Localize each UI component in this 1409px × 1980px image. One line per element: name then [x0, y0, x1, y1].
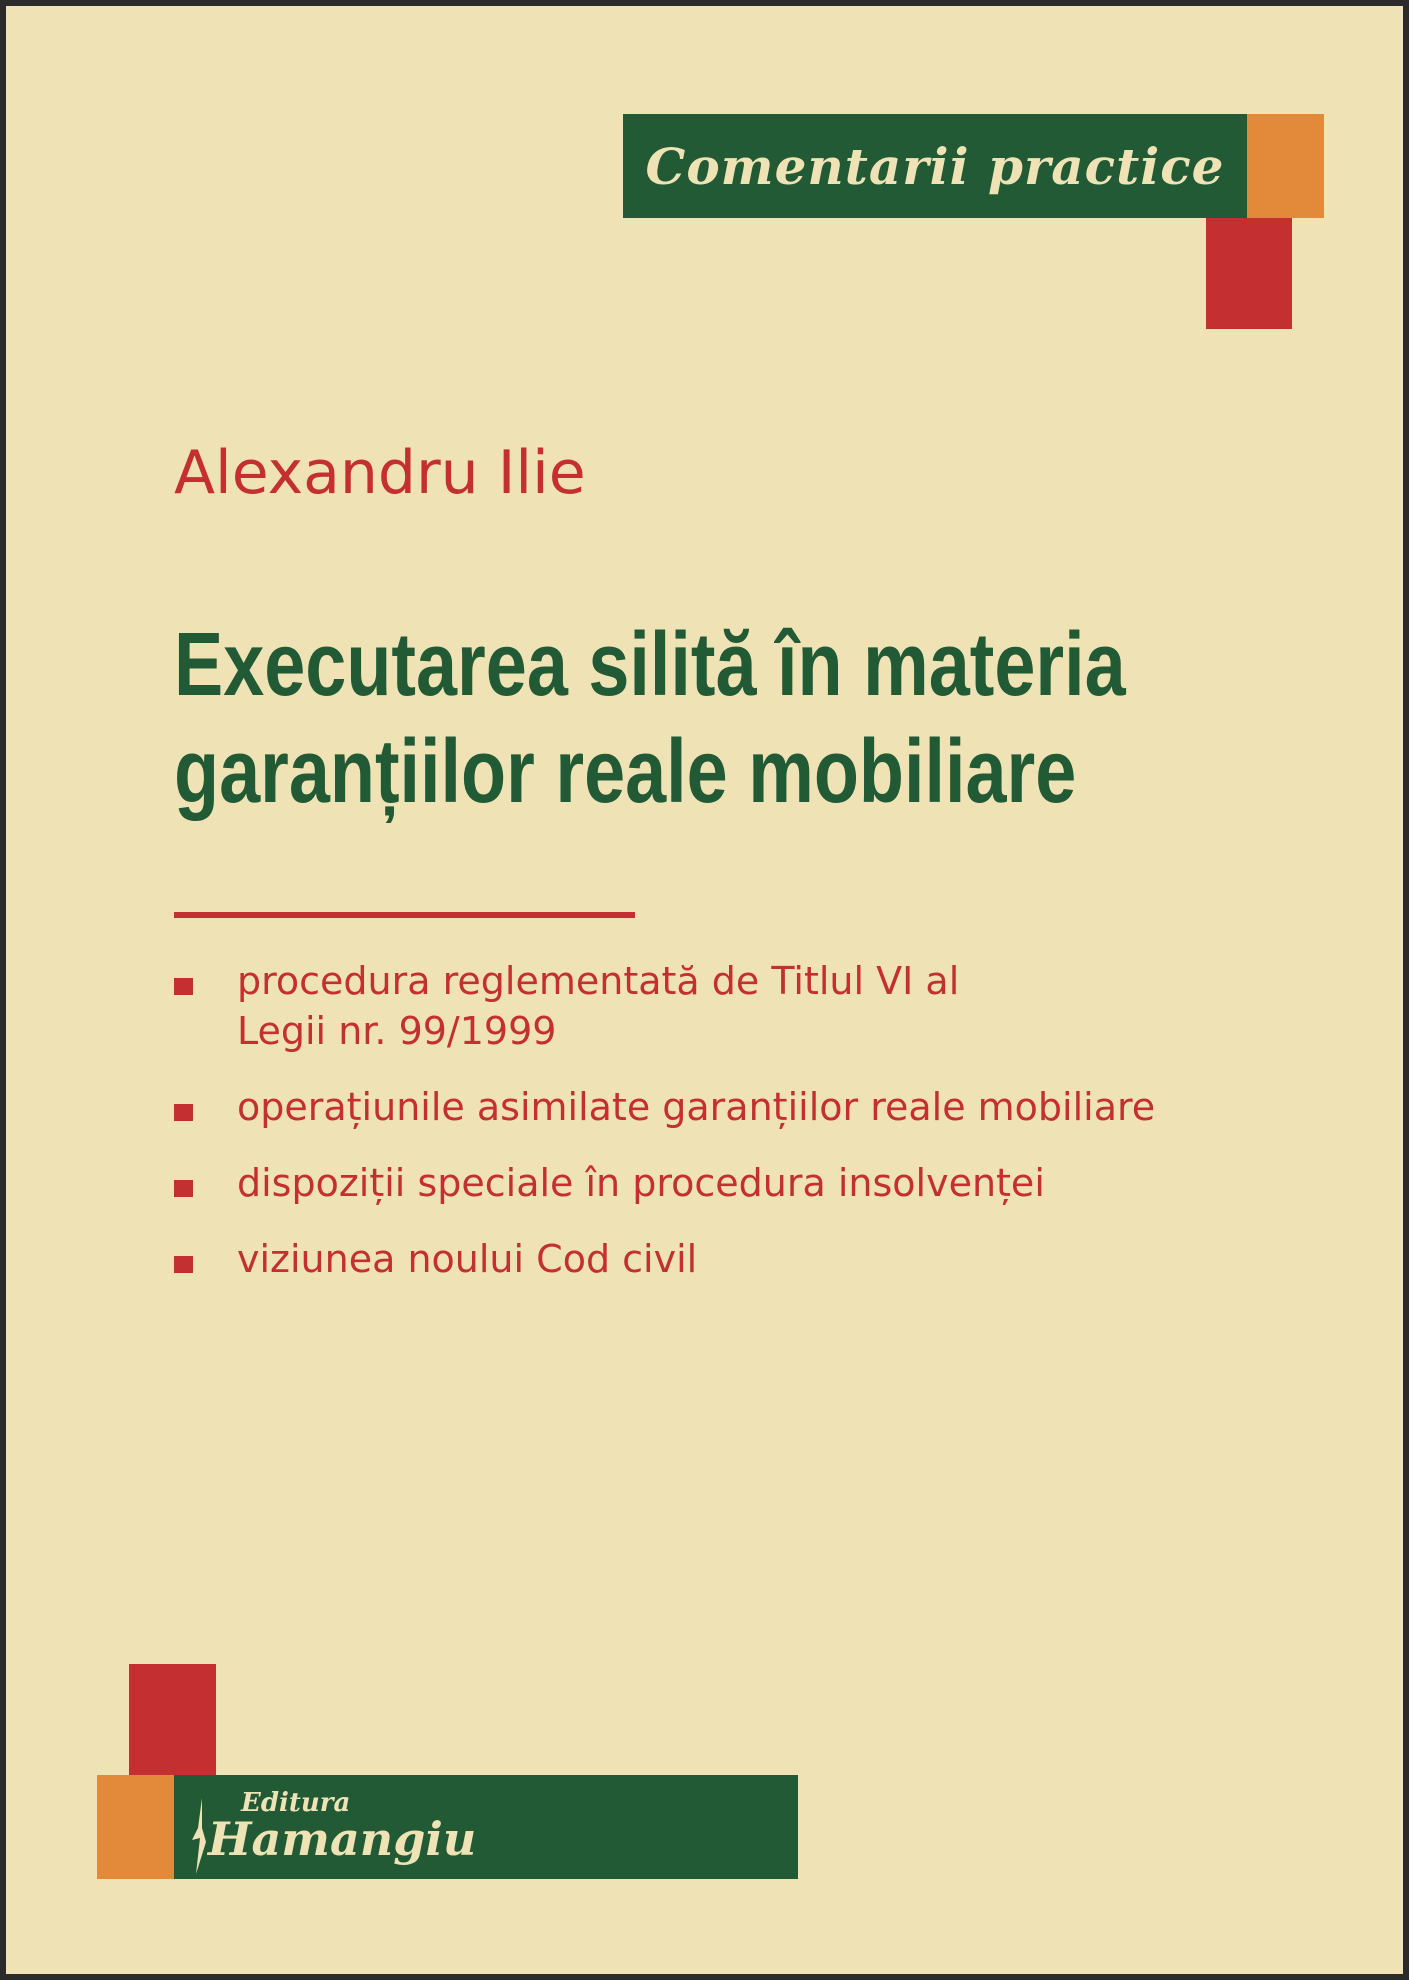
title-line-1: Executarea silită în materia: [174, 615, 1126, 715]
series-label: Comentarii practice: [645, 136, 1225, 196]
publisher-prefix: Editura: [241, 1788, 351, 1818]
title-line-2: garanțiilor reale mobiliare: [174, 722, 1077, 822]
author-name: Alexandru Ilie: [174, 438, 586, 508]
bullet-square-icon: [174, 1104, 193, 1121]
orange-accent-block-bottom: [97, 1775, 174, 1879]
list-item: [174, 1082, 1155, 1132]
list-item-text: Legii nr. 99/1999: [237, 1009, 557, 1053]
bullet-square-icon: [174, 978, 193, 995]
list-item-text: procedura reglementată de Titlul VI al: [237, 959, 960, 1003]
orange-accent-block: [1247, 114, 1324, 218]
list-item: [174, 1234, 1155, 1284]
list-item: [174, 1158, 1155, 1208]
book-title: [174, 612, 1126, 826]
list-item: [174, 956, 1155, 1056]
list-item-text: operațiunile asimilate garanțiilor reale mobiliare: [237, 1085, 1156, 1129]
title-divider: [174, 912, 635, 918]
red-accent-block-bottom: [129, 1664, 216, 1775]
publisher-name: Hamangiu: [208, 1812, 477, 1866]
red-accent-block: [1206, 218, 1292, 329]
series-banner: [623, 114, 1247, 218]
bullet-square-icon: [174, 1256, 193, 1273]
publisher-logo: [186, 1784, 526, 1874]
topics-list: [174, 956, 1155, 1310]
quill-icon: [188, 1798, 210, 1874]
list-item-text: viziunea noului Cod civil: [237, 1237, 698, 1281]
bullet-square-icon: [174, 1180, 193, 1197]
list-item-text: dispoziții speciale în procedura insolvenței: [237, 1161, 1045, 1205]
